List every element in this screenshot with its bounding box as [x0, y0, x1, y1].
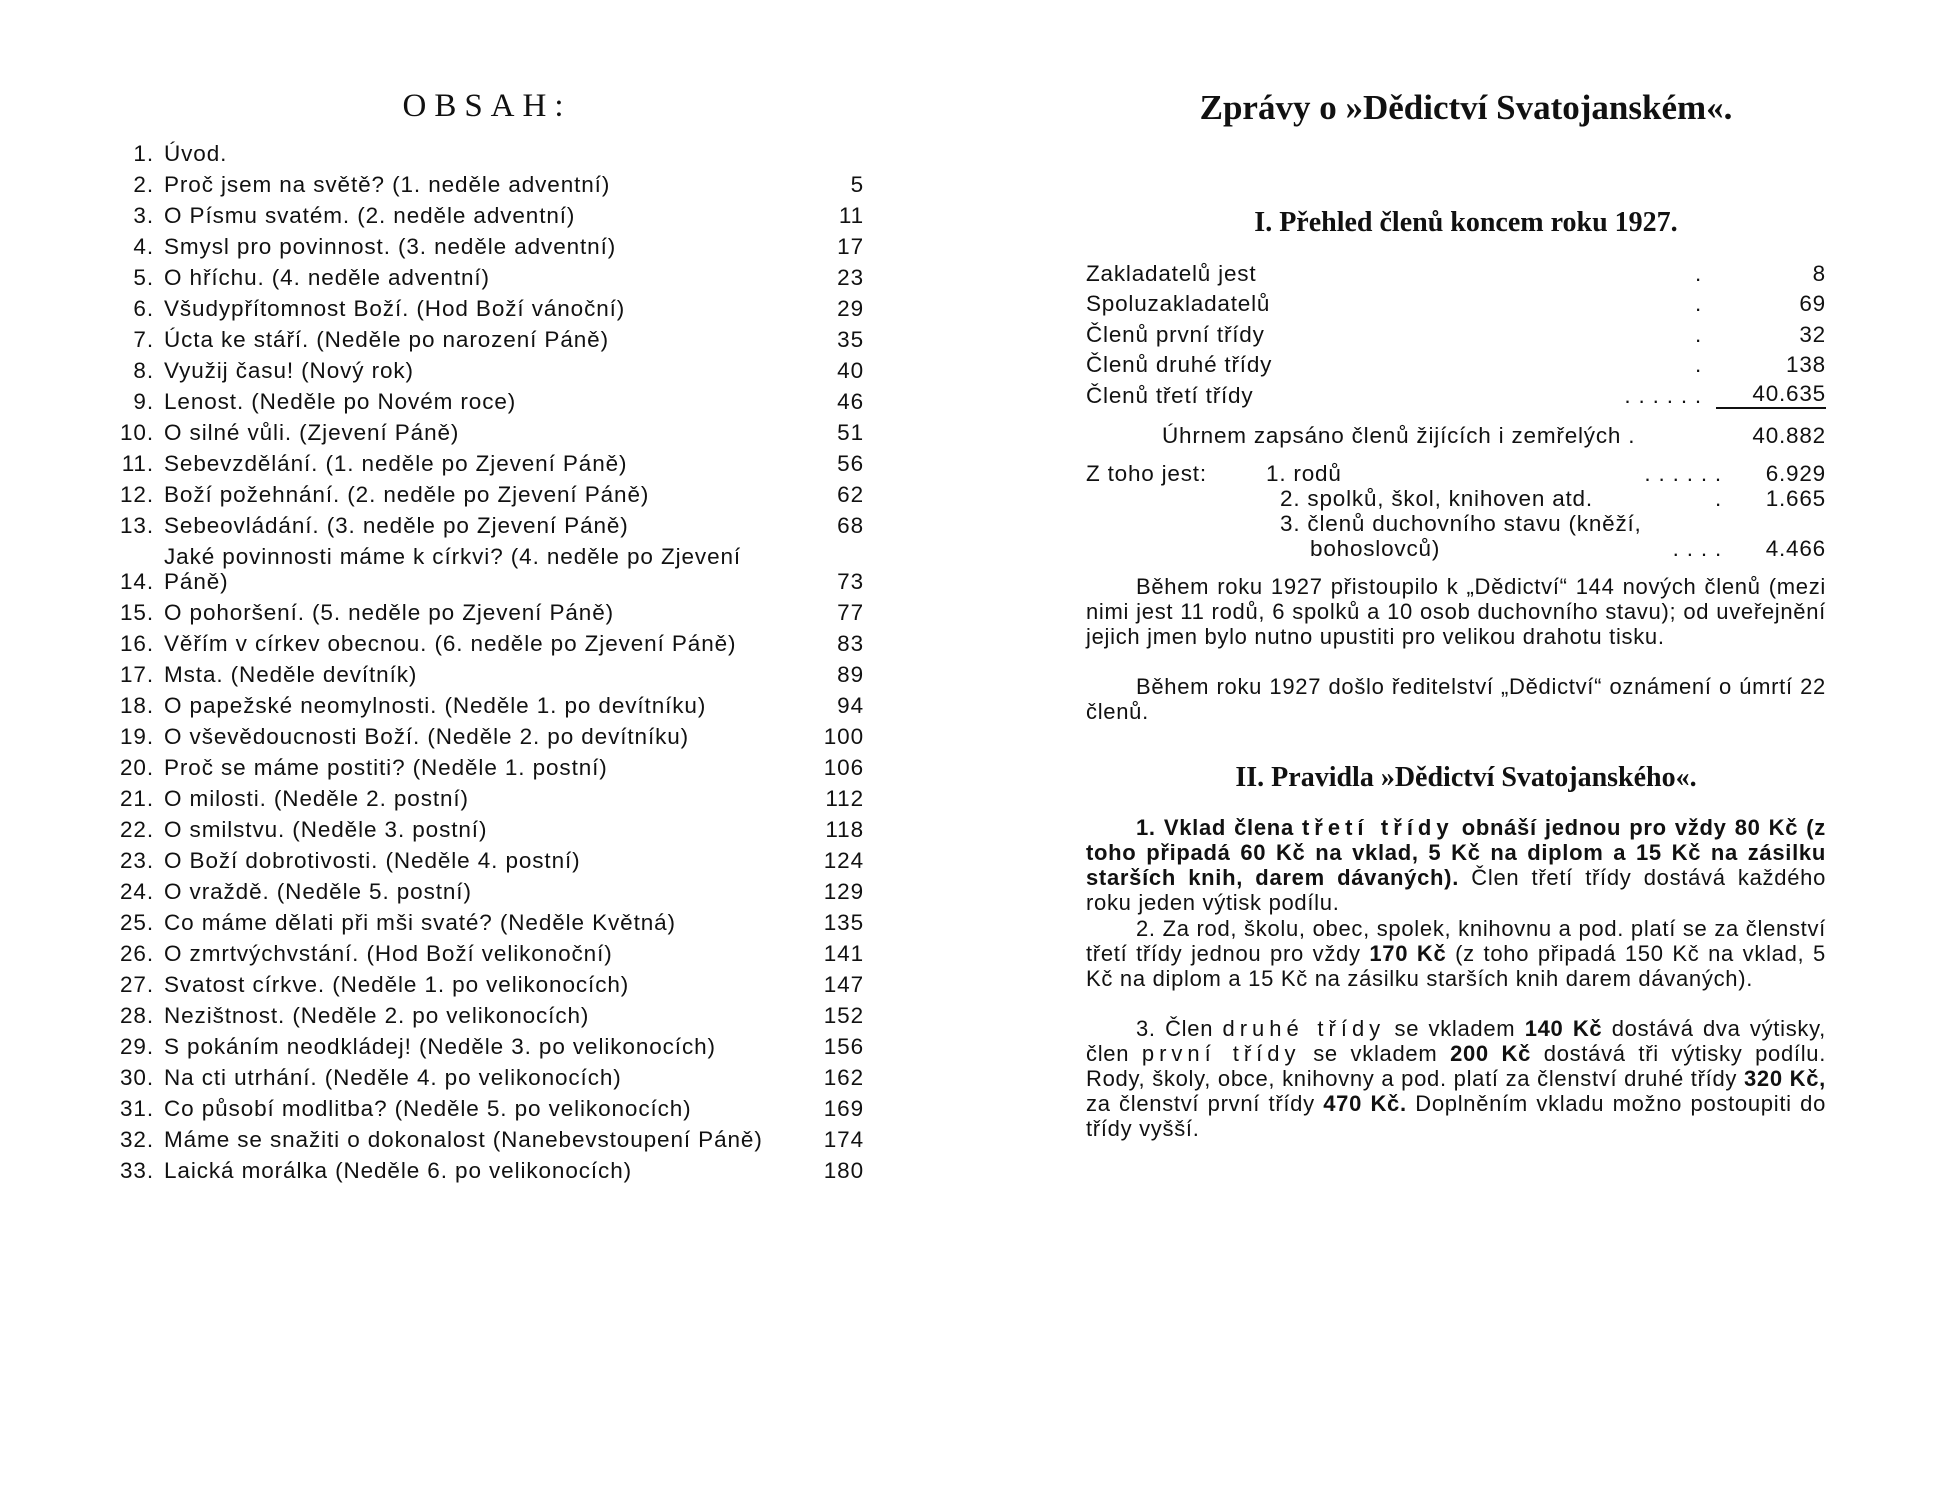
- toc-entry-title: Úvod.: [164, 141, 228, 166]
- toc-entry-number: 6.: [133, 296, 154, 321]
- toc-entry: [112, 297, 864, 322]
- toc-entry-page: 5: [850, 172, 864, 197]
- section-heading-rules: II. Pravidla »Dědictví Svatojanského«.: [1235, 762, 1697, 793]
- toc-entry-number: 31.: [120, 1095, 154, 1121]
- toc-entry: [112, 1035, 864, 1060]
- toc-entry-number: 8.: [133, 358, 154, 383]
- toc-entry-number: 33.: [120, 1157, 154, 1183]
- toc-entry-title: O smilstvu. (Neděle 3. postní): [164, 816, 488, 842]
- toc-entry: [112, 483, 864, 508]
- toc-entry-number: 17.: [120, 661, 154, 687]
- breakdown-value: 1.665: [1765, 486, 1826, 511]
- toc-entry-number: 14.: [120, 568, 154, 594]
- toc-entry-page: 35: [837, 327, 864, 352]
- members-row-value: 138: [1786, 352, 1826, 377]
- toc-entry-number: 16.: [120, 630, 154, 656]
- toc-entry: [112, 235, 864, 260]
- members-row: [1086, 256, 1826, 287]
- toc-entry: [112, 1128, 864, 1153]
- toc-entry-page: 129: [823, 878, 864, 904]
- toc-entry: [112, 973, 864, 998]
- members-breakdown: [1086, 461, 1826, 561]
- toc-entry: [112, 942, 864, 967]
- members-row: [1086, 348, 1826, 379]
- breakdown-row: [1086, 536, 1826, 561]
- toc-entry-page: 162: [823, 1064, 864, 1090]
- page-title: Zprávy o »Dědictví Svatojanském«.: [1199, 88, 1733, 127]
- toc-entry: [112, 756, 864, 781]
- breakdown-row: [1086, 511, 1826, 536]
- toc-entry-number: 22.: [120, 816, 154, 842]
- toc-entry-title: O pohoršení. (5. neděle po Zjevení Páně): [164, 599, 615, 625]
- toc-entry-title: Co působí modlitba? (Neděle 5. po velikonocích): [164, 1095, 692, 1121]
- toc-entry: [112, 390, 864, 415]
- toc-entry-page: 51: [837, 420, 864, 445]
- toc-entry: [112, 880, 864, 905]
- toc-entry: [112, 328, 864, 353]
- section-heading-members: I. Přehled členů koncem roku 1927.: [1254, 207, 1678, 238]
- toc-entry-number: 1.: [133, 141, 154, 166]
- toc-entry-number: 7.: [133, 327, 154, 352]
- toc-entry-number: 3.: [133, 203, 154, 228]
- toc-list: [112, 142, 864, 1190]
- toc-entry-number: 32.: [120, 1126, 154, 1152]
- toc-entry-page: 29: [837, 296, 864, 321]
- toc-entry: [112, 359, 864, 384]
- toc-entry-number: 13.: [120, 513, 154, 538]
- members-row-label: Spoluzakladatelů .: [1086, 291, 1702, 316]
- toc-entry-number: 30.: [120, 1064, 154, 1090]
- toc-entry-number: 26.: [120, 940, 154, 966]
- toc-entry-number: 20.: [120, 754, 154, 780]
- toc-entry-page: 169: [823, 1095, 864, 1121]
- toc-entry-number: 12.: [120, 482, 154, 507]
- toc-entry-title: O Boží dobrotivosti. (Neděle 4. postní): [164, 847, 581, 873]
- toc-entry-page: 100: [823, 723, 864, 749]
- toc-entry-title: Co máme dělati při mši svaté? (Neděle Květná): [164, 909, 676, 935]
- toc-entry: [112, 142, 864, 167]
- toc-entry-page: 147: [823, 971, 864, 997]
- members-row: [1086, 317, 1826, 348]
- breakdown-row: [1086, 486, 1826, 511]
- breakdown-label: 3. členů duchovního stavu (kněží,: [1280, 511, 1642, 536]
- toc-entry-page: 156: [823, 1033, 864, 1059]
- breakdown-label: 2. spolků, škol, knihoven atd. .: [1280, 486, 1722, 511]
- members-total-row: [1086, 419, 1826, 450]
- toc-entry-title: Využij času! (Nový rok): [164, 358, 414, 383]
- toc-entry-page: 62: [837, 482, 864, 507]
- toc-entry-number: 15.: [120, 599, 154, 625]
- members-row-value: 40.635: [1716, 381, 1826, 409]
- members-row-label: Členů třetí třídy . . . . . .: [1086, 382, 1702, 408]
- toc-entry-title: Úcta ke stáří. (Neděle po narození Páně): [164, 327, 609, 352]
- members-row-value: 32: [1799, 321, 1826, 347]
- toc-entry-title: Máme se snažiti o dokonalost (Nanebevstoupení Páně): [164, 1126, 763, 1152]
- toc-entry-number: 4.: [133, 234, 154, 259]
- toc-entry-number: 28.: [120, 1002, 154, 1028]
- toc-title: OBSAH:: [402, 88, 572, 124]
- toc-entry-title: Jaké povinnosti máme k církvi? (4. neděle po Zjevení Páně): [164, 544, 742, 594]
- toc-entry: [112, 663, 864, 688]
- breakdown-label: bohoslovců) . . . .: [1310, 536, 1722, 561]
- toc-entry-page: 68: [837, 513, 864, 538]
- toc-entry-title: Laická morálka (Neděle 6. po velikonocích): [164, 1157, 633, 1183]
- toc-entry-title: O hříchu. (4. neděle adventní): [164, 265, 490, 290]
- toc-entry-page: 152: [823, 1002, 864, 1028]
- toc-entry: [112, 911, 864, 936]
- total-value: 40.882: [1752, 423, 1826, 448]
- toc-entry-number: 24.: [120, 878, 154, 904]
- toc-entry-page: 180: [823, 1157, 864, 1183]
- toc-entry-title: Nezištnost. (Neděle 2. po velikonocích): [164, 1002, 590, 1028]
- toc-entry-number: 27.: [120, 971, 154, 997]
- toc-entry: [112, 452, 864, 477]
- toc-entry-number: 29.: [120, 1033, 154, 1059]
- toc-entry-title: Sebevzdělání. (1. neděle po Zjevení Páně): [164, 451, 628, 476]
- toc-entry-page: 83: [837, 630, 864, 656]
- toc-entry-title: Věřím v církev obecnou. (6. neděle po Zjevení Páně): [164, 630, 737, 656]
- toc-entry-number: 18.: [120, 692, 154, 718]
- toc-entry-title: O Písmu svatém. (2. neděle adventní): [164, 203, 576, 228]
- toc-entry: [112, 1066, 864, 1091]
- toc-entry-number: 2.: [133, 172, 154, 197]
- toc-entry: [112, 204, 864, 229]
- members-table: [1086, 256, 1826, 561]
- toc-entry-page: 135: [823, 909, 864, 935]
- members-row-label: Členů první třídy .: [1086, 321, 1702, 347]
- toc-entry: [112, 1097, 864, 1122]
- toc-entry: [112, 545, 864, 594]
- breakdown-value: 4.466: [1765, 536, 1826, 561]
- members-row-value: 8: [1812, 260, 1826, 286]
- rule-3: 3. Člen druhé třídy se vkladem 140 Kč dostává dva výtisky, člen první třídy se vkladem 200 Kč dostává tři výtisky podílu. Rody, školy, obce, knihovny a pod. platí za členství druhé třídy 320 Kč, za členství první třídy 470 Kč. Doplněním vkladu možno postoupiti do třídy vyšší.: [1086, 1016, 1827, 1141]
- toc-entry-number: 10.: [120, 420, 154, 445]
- new-members-paragraph: Během roku 1927 přistoupilo k „Dědictví“ 144 nových členů (mezi nimi jest 11 rodů, 6 spolků a 10 osob duchovního stavu); od uveřejnění jejich jmen bylo nutno upustiti pro velikou drahotu tisku.: [1086, 574, 1826, 649]
- toc-entry-page: 56: [837, 451, 864, 476]
- members-row: [1086, 287, 1826, 318]
- toc-entry: [112, 514, 864, 539]
- toc-entry-title: O milosti. (Neděle 2. postní): [164, 785, 469, 811]
- toc-entry-page: 17: [837, 234, 864, 259]
- toc-entry-title: Sebeovládání. (3. neděle po Zjevení Páně): [164, 513, 629, 538]
- toc-entry-title: Proč jsem na světě? (1. neděle adventní): [164, 172, 611, 197]
- members-row-value: 69: [1799, 291, 1826, 316]
- toc-entry-title: O papežské neomylnosti. (Neděle 1. po devítníku): [164, 692, 707, 718]
- breakdown-row: [1086, 461, 1826, 486]
- toc-entry: [112, 421, 864, 446]
- toc-entry-title: Msta. (Neděle devítník): [164, 661, 418, 687]
- toc-entry-page: 11: [838, 203, 864, 228]
- rule-2: 2. Za rod, školu, obec, spolek, knihovnu a pod. platí se za členství třetí třídy jednou pro vždy 170 Kč (z toho připadá 150 Kč na vklad, 5 Kč na diplom a 15 Kč na zásilku starších knih darem dávaných).: [1086, 916, 1826, 991]
- toc-entry-number: 25.: [120, 909, 154, 935]
- breakdown-lead: Z toho jest:: [1086, 461, 1207, 486]
- toc-entry-page: 40: [837, 358, 864, 383]
- toc-entry-page: 73: [837, 568, 864, 594]
- members-row: [1086, 378, 1826, 409]
- toc-entry-title: Lenost. (Neděle po Novém roce): [164, 389, 517, 414]
- toc-entry-number: 21.: [120, 785, 154, 811]
- toc-entry: [112, 849, 864, 874]
- total-label: Úhrnem zapsáno členů žijících i zemřelých .: [1162, 423, 1636, 448]
- toc-entry-page: 23: [837, 265, 864, 290]
- toc-entry-title: O vraždě. (Neděle 5. postní): [164, 878, 472, 904]
- toc-entry: [112, 266, 864, 291]
- toc-entry: [112, 818, 864, 843]
- toc-entry: [112, 1004, 864, 1029]
- toc-entry-title: Na cti utrhání. (Neděle 4. po velikonocích): [164, 1064, 622, 1090]
- toc-entry: [112, 725, 864, 750]
- toc-entry-page: 46: [837, 389, 864, 414]
- toc-entry-number: 9.: [133, 389, 154, 414]
- toc-entry-title: O silné vůli. (Zjevení Páně): [164, 420, 460, 445]
- toc-entry: [112, 1159, 864, 1184]
- toc-entry-page: 77: [837, 599, 864, 625]
- deaths-paragraph: Během roku 1927 došlo ředitelství „Dědictví“ oznámení o úmrtí 22 členů.: [1086, 674, 1826, 724]
- toc-entry: [112, 787, 864, 812]
- toc-entry-number: 5.: [133, 265, 154, 290]
- toc-entry-number: 11.: [121, 451, 154, 476]
- toc-entry: [112, 694, 864, 719]
- members-row-label: Členů druhé třídy .: [1086, 352, 1702, 377]
- toc-entry: [112, 173, 864, 198]
- toc-entry-number: 19.: [120, 723, 154, 749]
- toc-entry-page: 89: [837, 661, 864, 687]
- toc-entry-page: 94: [837, 692, 864, 718]
- toc-entry-page: 174: [823, 1126, 864, 1152]
- breakdown-label: 1. rodů . . . . . .: [1266, 461, 1722, 486]
- rule-1: 1. Vklad člena třetí třídy obnáší jednou pro vždy 80 Kč (z toho připadá 60 Kč na vklad, 5 Kč na diplom a 15 Kč na zásilku starších knih, darem dávaných). Člen třetí třídy dostává každého roku jeden výtisk podílu.: [1086, 815, 1827, 915]
- toc-entry-number: 23.: [120, 847, 154, 873]
- toc-entry-page: 124: [823, 847, 864, 873]
- toc-entry-title: S pokáním neodkládej! (Neděle 3. po velikonocích): [164, 1033, 716, 1059]
- toc-entry-title: Všudypřítomnost Boží. (Hod Boží vánoční): [164, 296, 626, 321]
- toc-entry-title: Smysl pro povinnost. (3. neděle adventní): [164, 234, 617, 259]
- toc-entry-page: 118: [825, 816, 864, 842]
- toc-entry: [112, 601, 864, 626]
- toc-entry-page: 106: [823, 754, 864, 780]
- toc-entry-title: O zmrtvýchvstání. (Hod Boží velikonoční): [164, 940, 613, 966]
- members-row-label: Zakladatelů jest .: [1086, 260, 1702, 286]
- breakdown-value: 6.929: [1765, 461, 1826, 486]
- toc-entry-title: Boží požehnání. (2. neděle po Zjevení Páně): [164, 482, 650, 507]
- toc-entry-title: Svatost církve. (Neděle 1. po velikonocích): [164, 971, 630, 997]
- toc-entry-title: Proč se máme postiti? (Neděle 1. postní): [164, 754, 608, 780]
- toc-entry-page: 141: [823, 940, 864, 966]
- toc-entry-title: O vševědoucnosti Boží. (Neděle 2. po devítníku): [164, 723, 690, 749]
- toc-entry-page: 112: [825, 785, 864, 811]
- toc-entry: [112, 632, 864, 657]
